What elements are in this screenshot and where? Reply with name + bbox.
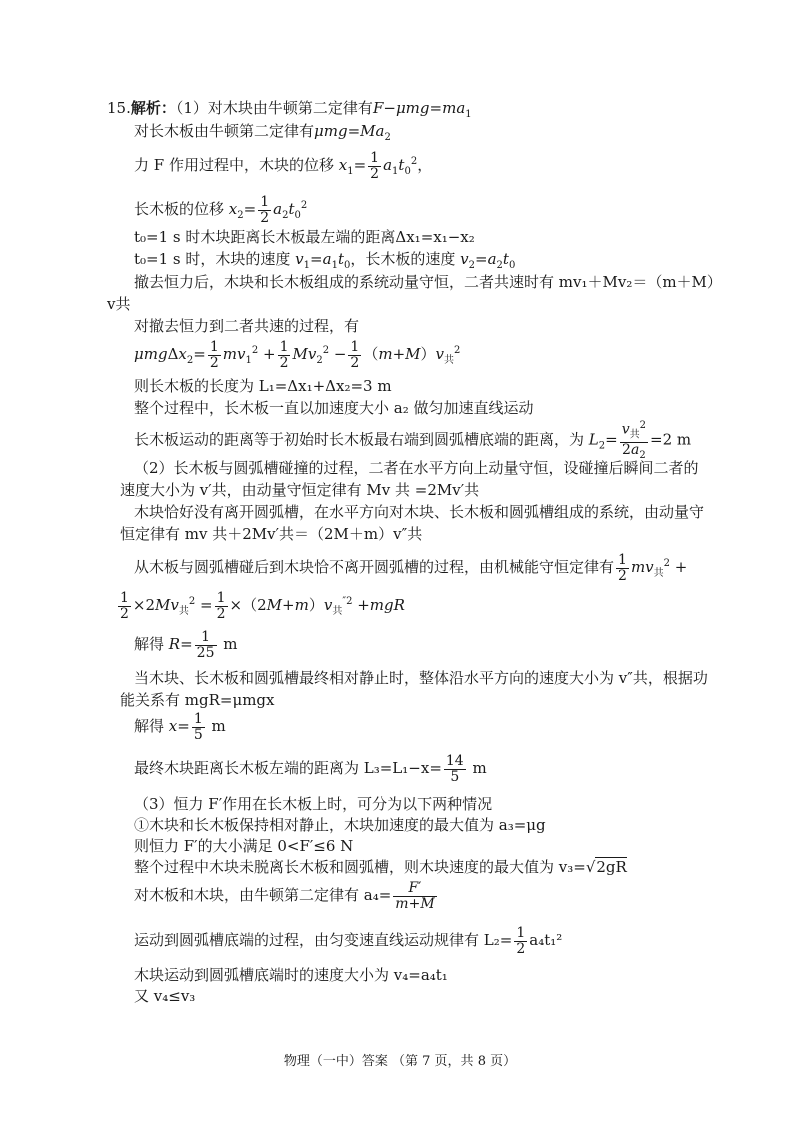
part1-line-8: v共 [107, 295, 131, 313]
part2-line-9: 能关系有 mgR=μmgx [120, 691, 275, 709]
part2-line-8: 当木块、长木板和圆弧槽最终相对静止时，整体沿水平方向的速度大小为 v″共，根据功 [134, 669, 708, 687]
part2-line-11: 最终木块距离长木板左端的距离为 L₃=L₁−x= $\frac{14}{5}$ m [134, 752, 487, 785]
part1-line-5: t₀=1 s 时木块距离长木板最左端的距离Δx₁=x₁−x₂ [134, 228, 475, 246]
part1-line-6: t₀=1 s 时，木块的速度 $v_1=a_1t_0$，长木板的速度 $v_2=a_2t_0$ [134, 250, 516, 271]
part2-line-2: 速度大小为 v′共，由动量守恒定律有 Mv 共 =2Mv′共 [120, 481, 480, 499]
part2-line-1: （2）长木板与圆弧槽碰撞的过程，二者在水平方向上动量守恒，设碰撞后瞬间二者的 [134, 459, 699, 477]
part1-line-3: 力 F 作用过程中，木块的位移 $x_1=$ $\frac{1}{2}$ $a_1t_0^2$， [134, 149, 433, 182]
part3-line-4: 整个过程中木块未脱离长木板和圆弧槽，则木块速度的最大值为 v₃=√2gR [134, 858, 627, 876]
part1-line-4: 长木板的位移 $x_2=$ $\frac{1}{2}$ $a_2t_0^2$ [134, 193, 308, 226]
part1-line-9: 对撤去恒力到二者共速的过程，有 [134, 317, 360, 335]
part1-line-1: 15.解析：（1）对木块由牛顿第二定律有$F-\mu mg=ma_1$ [107, 99, 472, 120]
part3-line-1: （3）恒力 F′作用在长木板上时，可分为以下两种情况 [134, 795, 493, 813]
part3-line-2: ①木块和长木板保持相对静止，木块加速度的最大值为 a₃=μg [134, 816, 546, 834]
solution-label: 解析： [130, 99, 176, 117]
part2-line-10: 解得 x= $\frac{1}{5}$ m [134, 710, 226, 743]
part2-line-6: $\frac{1}{2}$ $\times 2Mv_共^2$ = $\frac{1}{2}$ $\times(2M+m)v_共^{''2} +mgR$ [120, 589, 405, 622]
part1-line-11: 则长木板的长度为 L₁=Δx₁+Δx₂=3 m [134, 377, 392, 395]
part2-line-3: 木块恰好没有离开圆弧槽，在水平方向对木块、长木板和圆弧槽组成的系统，由动量守 [134, 503, 705, 521]
part3-line-8: 又 v₄≤v₃ [134, 987, 196, 1005]
part2-line-5: 从木板与圆弧槽碰后到木块恰不离开圆弧槽的过程，由机械能守恒定律有 $\frac{1}{2}$ $mv_共^2$ + [134, 551, 688, 584]
part1-line-7: 撤去恒力后，木块和长木板组成的系统动量守恒，二者共速时有 mv₁＋Mv₂＝（m＋M） [134, 273, 722, 291]
part1-line-2: 对长木板由牛顿第二定律有$\mu mg=Ma_2$ [134, 122, 391, 143]
part1-line-10: μmgΔx$_2$= $\frac{1}{2}$ $mv_1^2$ + $\frac{1}{2}$ $Mv_2^2$ − $\frac{1}{2}$ $(m+M)v_共^2$ [134, 338, 461, 371]
part2-line-7: 解得 R= $\frac{1}{25}$ m [134, 628, 238, 661]
part2-line-4: 恒定律有 mv 共＋2Mv′共＝（2M＋m）v″共 [120, 525, 423, 543]
part1-line-12: 整个过程中，长木板一直以加速度大小 a₂ 做匀加速直线运动 [134, 399, 534, 417]
part3-line-6: 运动到圆弧槽底端的过程，由匀变速直线运动规律有 L₂= $\frac{1}{2}$ a₄t₁² [134, 924, 563, 957]
page-footer: 物理（一中）答案 （第 7 页，共 8 页） [283, 1054, 517, 1069]
part1-line-13: 长木板运动的距离等于初始时长木板最右端到圆弧槽底端的距离，为 $L_2=$ $\frac{v_共^2}{2a_2}$ =2 m [134, 420, 692, 462]
part3-line-3: 则恒力 F′的大小满足 0<F′≤6 N [134, 837, 354, 855]
part3-line-7: 木块运动到圆弧槽底端时的速度大小为 v₄=a₄t₁ [134, 966, 448, 984]
part3-line-5: 对木板和木块，由牛顿第二定律有 a₄= $\frac{F'}{m+M}$ [134, 879, 435, 912]
problem-number: 15. [107, 99, 131, 117]
